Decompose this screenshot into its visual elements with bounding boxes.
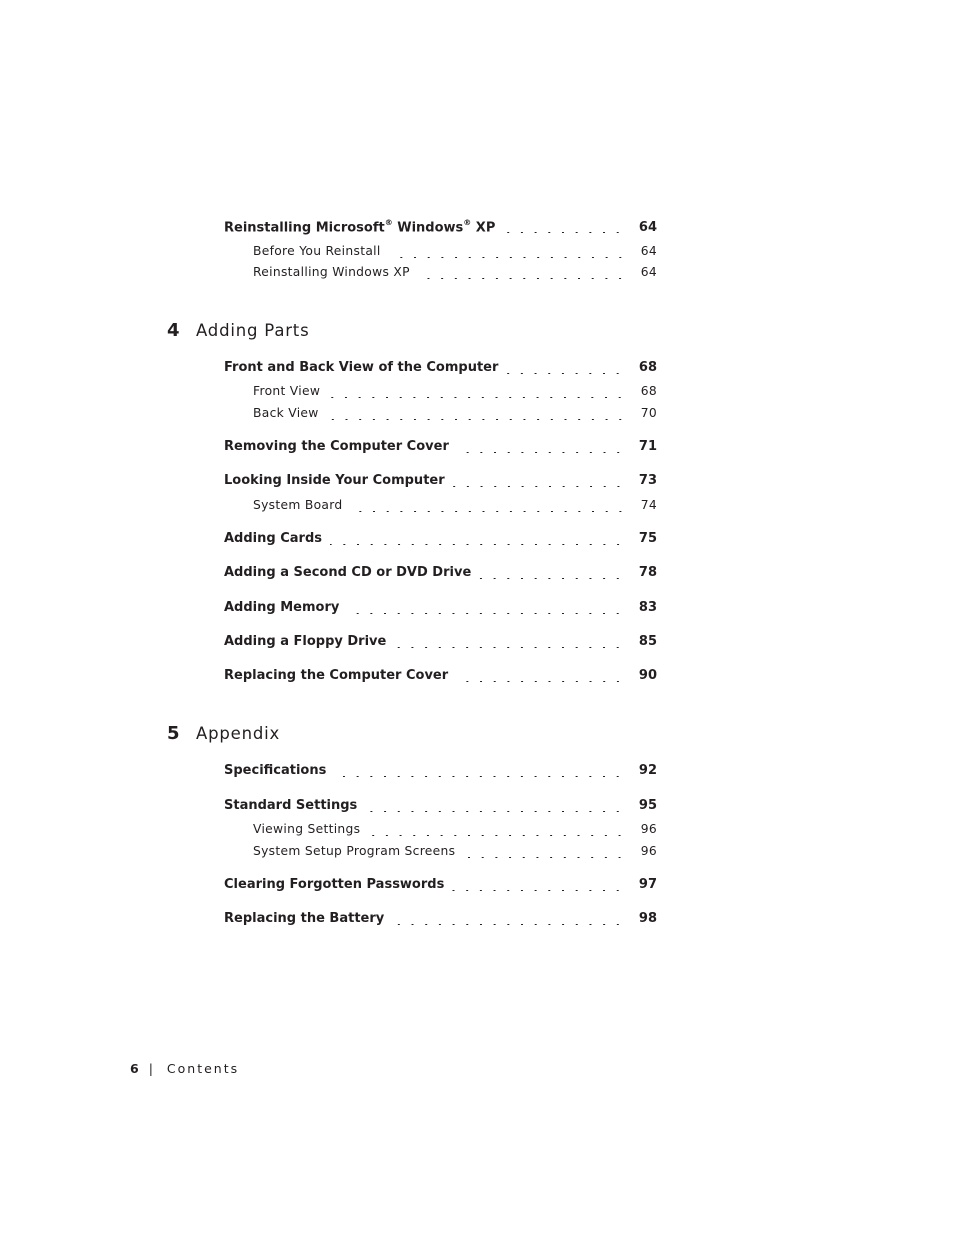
dot-leader xyxy=(418,278,627,279)
dot-leader xyxy=(457,452,625,453)
toc-entry-title: Removing the Computer Cover xyxy=(224,439,449,454)
toc-subentry-title: Reinstalling Windows XP xyxy=(253,265,410,279)
footer-section-title: Contents xyxy=(166,1061,240,1076)
toc-page-number: 75 xyxy=(638,531,657,546)
toc-entry-adding-cd-dvd[interactable] xyxy=(224,565,657,585)
toc-entry-looking-inside[interactable] xyxy=(224,473,657,493)
toc-entry-title: Adding a Second CD or DVD Drive xyxy=(224,565,472,580)
dot-leader xyxy=(503,232,625,233)
toc-page-number: 71 xyxy=(638,439,657,454)
toc-entry-title: Adding Memory xyxy=(224,600,340,615)
dot-leader xyxy=(452,890,625,891)
toc-entry-specifications[interactable] xyxy=(224,763,657,783)
toc-entry-title: Adding Cards xyxy=(224,531,322,546)
dot-leader xyxy=(330,544,625,545)
toc-entry-adding-floppy[interactable] xyxy=(224,634,657,654)
dot-leader xyxy=(351,511,627,512)
toc-page-number: 98 xyxy=(638,911,657,926)
toc-page-number: 74 xyxy=(640,498,657,512)
toc-subentry-reinstalling-windows-xp[interactable] xyxy=(253,265,657,285)
toc-entry-title: Reinstalling Microsoft® Windows® XP xyxy=(224,219,496,236)
toc-entry-title: Adding a Floppy Drive xyxy=(224,634,387,649)
toc-entry-title: Front and Back View of the Computer xyxy=(224,360,499,375)
toc-page-number: 64 xyxy=(640,244,657,258)
toc-page-number: 92 xyxy=(638,763,657,778)
toc-entry-front-back-view[interactable] xyxy=(224,360,657,380)
dot-leader xyxy=(389,257,627,258)
toc-page-number: 83 xyxy=(638,600,657,615)
dot-leader xyxy=(327,419,627,420)
toc-page-number: 64 xyxy=(638,220,657,236)
toc-page-number: 95 xyxy=(638,798,657,813)
toc-page-number: 96 xyxy=(640,822,657,836)
toc-entry-reinstalling-windows-xp[interactable] xyxy=(224,219,657,239)
dot-leader xyxy=(506,373,625,374)
toc-subentry-title: Front View xyxy=(253,384,321,398)
dot-leader xyxy=(368,835,626,836)
dot-leader xyxy=(479,578,625,579)
toc-page-number: 68 xyxy=(640,384,657,398)
dot-leader xyxy=(334,776,625,777)
toc-entry-title: Standard Settings xyxy=(224,798,358,813)
toc-page-number: 68 xyxy=(638,360,657,375)
dot-leader xyxy=(453,486,625,487)
toc-entry-title: Looking Inside Your Computer xyxy=(224,473,445,488)
page-footer xyxy=(130,1061,239,1076)
chapter-title: Appendix xyxy=(196,724,281,743)
toc-page-number: 78 xyxy=(638,565,657,580)
toc-entry-title: Replacing the Computer Cover xyxy=(224,668,449,683)
toc-subentry-viewing-settings[interactable] xyxy=(253,822,657,842)
toc-entry-adding-cards[interactable] xyxy=(224,531,657,551)
toc-subentry-back-view[interactable] xyxy=(253,406,657,426)
toc-page-number: 90 xyxy=(638,668,657,683)
chapter-title: Adding Parts xyxy=(196,321,310,340)
toc-page-number: 70 xyxy=(640,406,657,420)
toc-entry-title: Specifications xyxy=(224,763,327,778)
toc-entry-standard-settings[interactable] xyxy=(224,798,657,818)
toc-page-number: 64 xyxy=(640,265,657,279)
toc-page-number: 96 xyxy=(640,844,657,858)
toc-page-number: 97 xyxy=(638,877,657,892)
chapter-number: 4 xyxy=(167,320,180,341)
toc-entry-title: Clearing Forgotten Passwords xyxy=(224,877,445,892)
chapter-number: 5 xyxy=(167,723,180,744)
dot-leader xyxy=(394,647,625,648)
toc-subentry-title: System Setup Program Screens xyxy=(253,844,456,858)
dot-leader xyxy=(328,397,627,398)
toc-subentry-title: Before You Reinstall xyxy=(253,244,381,258)
chapter-5-heading[interactable] xyxy=(167,723,280,747)
toc-subentry-system-board[interactable] xyxy=(253,498,657,518)
dot-leader xyxy=(463,857,626,858)
toc-subentry-title: Back View xyxy=(253,406,319,420)
toc-entry-title: Replacing the Battery xyxy=(224,911,385,926)
dot-leader xyxy=(456,681,625,682)
toc-subentry-before-you-reinstall[interactable] xyxy=(253,244,657,264)
toc-page-number: 73 xyxy=(638,473,657,488)
toc-entry-adding-memory[interactable] xyxy=(224,600,657,620)
toc-subentry-front-view[interactable] xyxy=(253,384,657,404)
toc-subentry-title: System Board xyxy=(253,498,343,512)
toc-entry-clearing-passwords[interactable] xyxy=(224,877,657,897)
chapter-4-heading[interactable] xyxy=(167,320,309,344)
toc-entry-replacing-cover[interactable] xyxy=(224,668,657,688)
dot-leader xyxy=(392,924,625,925)
toc-entry-replacing-battery[interactable] xyxy=(224,911,657,931)
dot-leader xyxy=(365,811,625,812)
toc-page-number: 85 xyxy=(638,634,657,649)
footer-separator: | xyxy=(148,1061,153,1076)
toc-subentry-system-setup-screens[interactable] xyxy=(253,844,657,864)
footer-page-number: 6 xyxy=(130,1061,139,1076)
toc-subentry-title: Viewing Settings xyxy=(253,822,361,836)
toc-entry-removing-cover[interactable] xyxy=(224,439,657,459)
dot-leader xyxy=(347,613,625,614)
